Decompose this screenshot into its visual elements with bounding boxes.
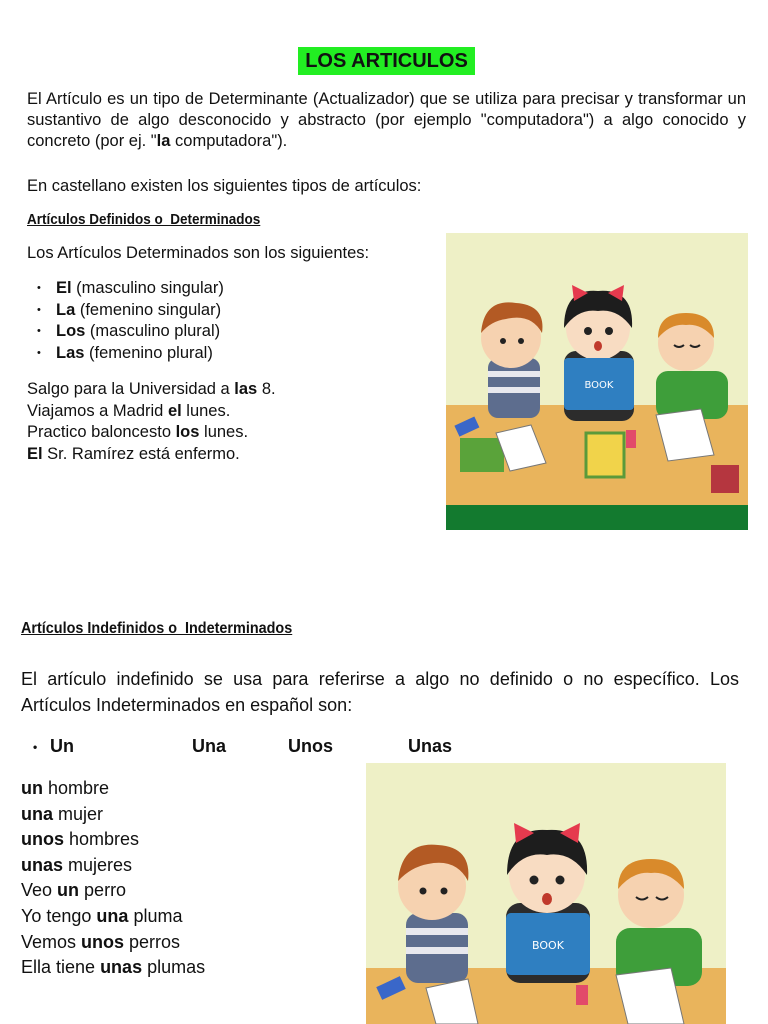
article-bold: Las bbox=[56, 343, 85, 362]
article-desc: (femenino singular) bbox=[75, 300, 222, 319]
example-bold: el bbox=[167, 401, 182, 420]
indefinidos-examples bbox=[21, 776, 205, 981]
example-post: mujeres bbox=[63, 854, 133, 875]
example-line bbox=[27, 444, 276, 466]
article-desc: (masculino plural) bbox=[85, 322, 221, 340]
indefinite-article: Una bbox=[192, 736, 227, 756]
example-line bbox=[21, 853, 205, 879]
example-line bbox=[21, 827, 205, 853]
article-desc: (femenino plural) bbox=[84, 343, 213, 362]
example-post: lunes. bbox=[199, 423, 249, 441]
example-bold: unas bbox=[21, 854, 64, 875]
list-item bbox=[27, 300, 224, 322]
indefinite-article: Unas bbox=[408, 736, 453, 756]
example-post: perros bbox=[124, 931, 181, 952]
example-bold: las bbox=[234, 380, 258, 398]
example-bold: El bbox=[27, 444, 43, 463]
list-item bbox=[27, 278, 224, 300]
example-pre: Viajamos a Madrid bbox=[27, 401, 168, 420]
example-post: lunes. bbox=[181, 401, 231, 420]
example-post: hombre bbox=[43, 778, 110, 798]
example-line bbox=[27, 379, 276, 401]
indefinidos-heading: Artículos Indefinidos o Indeterminados bbox=[21, 620, 293, 637]
intro-text-2: computadora"). bbox=[170, 132, 288, 150]
example-bold: una bbox=[96, 905, 129, 926]
example-post: plumas bbox=[142, 957, 206, 978]
intro-text-1: El Artículo es un tipo de Determinante (Actualizador) que se utiliza para precisar y transformar un sustantivo de algo desconocido y abstracto (por ejemplo "computadora") a algo conocido y concreto (por ej. " bbox=[27, 90, 746, 150]
example-line bbox=[21, 776, 205, 802]
article-desc: (masculino singular) bbox=[71, 279, 224, 297]
example-post: mujer bbox=[53, 803, 104, 824]
example-bold: un bbox=[21, 778, 43, 798]
example-line bbox=[21, 802, 205, 828]
intro-bold-article: la bbox=[156, 132, 171, 150]
example-pre: Veo bbox=[21, 880, 58, 901]
example-post: 8. bbox=[257, 380, 276, 398]
children-studying-illustration-2 bbox=[366, 763, 726, 1024]
example-bold: los bbox=[175, 423, 200, 441]
article-bold: La bbox=[56, 300, 76, 319]
book-cover-text: BOOK bbox=[532, 939, 564, 952]
example-line bbox=[21, 878, 205, 904]
example-line bbox=[21, 955, 205, 981]
example-post: hombres bbox=[64, 829, 140, 850]
children-studying-illustration bbox=[446, 233, 748, 530]
types-sentence: En castellano existen los siguientes tipos de artículos: bbox=[27, 177, 422, 195]
indefinite-articles-row bbox=[21, 736, 541, 760]
example-pre: Ella tiene bbox=[21, 957, 101, 978]
example-pre: Practico baloncesto bbox=[27, 423, 176, 441]
example-pre: Yo tengo bbox=[21, 905, 97, 926]
example-post: pluma bbox=[128, 905, 183, 926]
article-bold: Los bbox=[56, 322, 86, 340]
indefinite-article: Un bbox=[50, 736, 74, 756]
indefinidos-lead: El artículo indefinido se usa para referirse a algo no definido o no específico. Los Artículos Indeterminados en español son: bbox=[21, 669, 739, 715]
example-line bbox=[27, 401, 276, 423]
example-line bbox=[21, 930, 205, 956]
bullet-icon: • bbox=[33, 740, 38, 754]
example-bold: un bbox=[57, 880, 80, 901]
example-line bbox=[27, 422, 276, 444]
example-bold: unos bbox=[81, 931, 125, 952]
example-post: Sr. Ramírez está enfermo. bbox=[42, 444, 240, 463]
definidos-list bbox=[27, 278, 224, 364]
children-studying-image bbox=[366, 763, 726, 1024]
example-line bbox=[21, 904, 205, 930]
definidos-lead: Los Artículos Determinados son los siguientes: bbox=[27, 244, 370, 262]
example-post: perro bbox=[79, 880, 127, 901]
page-title: LOS ARTICULOS bbox=[298, 47, 475, 75]
children-studying-image bbox=[446, 233, 748, 530]
article-bold: El bbox=[56, 279, 72, 297]
list-item bbox=[27, 321, 224, 343]
example-bold: una bbox=[21, 803, 54, 824]
example-bold: unas bbox=[100, 957, 143, 978]
definidos-examples bbox=[27, 379, 276, 465]
intro-paragraph bbox=[27, 89, 746, 152]
list-item bbox=[27, 343, 224, 365]
example-pre: Salgo para la Universidad a bbox=[27, 380, 235, 398]
indefinite-article: Unos bbox=[288, 736, 333, 756]
example-pre: Vemos bbox=[21, 931, 82, 952]
example-bold: unos bbox=[21, 829, 64, 850]
book-cover-text: BOOK bbox=[584, 380, 614, 391]
definidos-heading: Artículos Definidos o Determinados bbox=[27, 211, 261, 228]
